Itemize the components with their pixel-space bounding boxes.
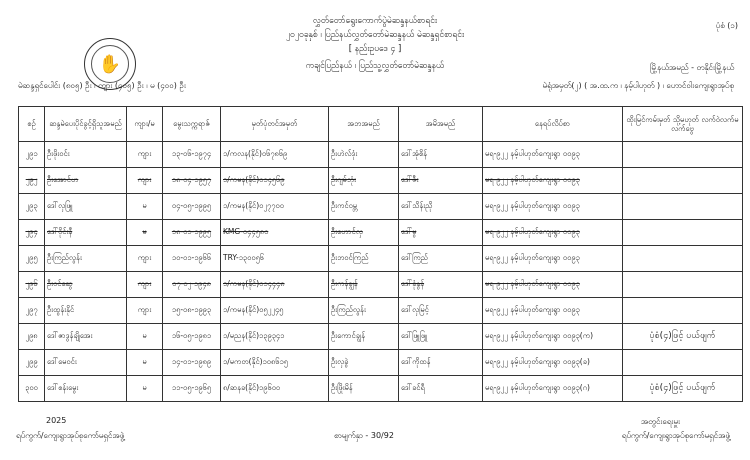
cell-dob: ၁၅-၀၈-၁၉၉၃ xyxy=(163,298,221,324)
cell-name: ဦးဝင်ဆွေ xyxy=(45,272,127,298)
cell-addr: မရ-၉၂၂ နမ့်ပါဟုတ်ကျေးရွာ ၀၀၉၃ xyxy=(483,194,623,220)
header-line-2: ၂၀၂၀ခုနှစ် ၊ ပြည်နယ်လွှတ်တော်မဲဆန္ဒနယ် မဲဆန္ဒရှင်စာရင်း xyxy=(285,30,465,40)
cell-nrc: ၈/ဆနခ(နိုင်)၁၉၆၀၀ xyxy=(221,376,329,402)
header-line-4: ကချင်ပြည်နယ် ၊ ပြည်သူ့လွှတ်တော်မဲဆန္ဒနယ် xyxy=(305,61,445,71)
cell-dob: ၀၇-၀၂-၁၉၄၈ xyxy=(163,272,221,298)
column-header: ကျား/မ xyxy=(127,107,163,142)
cell-name: ဒေါ်လှဖြူ xyxy=(45,194,127,220)
cell-name: ဒေါ်ဝိုင်းနီ xyxy=(45,220,127,246)
table-row xyxy=(19,298,743,324)
polling-station: မဲရုံအမှတ်(၂) ( အ.ထ.က ၊ နမ့်ပါဟုတ် ) ၊ ဟောင်ဝါးကျေးရွာအုပ်စု xyxy=(542,81,734,90)
cell-remark xyxy=(623,350,743,376)
table-row xyxy=(19,272,743,298)
cell-dob: ၁၁-၀၅-၁၉၆၅ xyxy=(163,376,221,402)
cell-dob: ၀၄-၀၅-၁၉၉၅ xyxy=(163,194,221,220)
column-header: မွေးသက္ကရာဇ် xyxy=(163,107,221,142)
township-name: မြို့နယ်အမည် - တနိုင်းမြို့နယ် xyxy=(649,63,734,72)
table-row xyxy=(19,246,743,272)
header-line-1: လွှတ်တော်ရွေးကောက်ပွဲမဲဆန္ဒနယ်စာရင်း xyxy=(312,16,438,26)
table-row xyxy=(19,220,743,246)
cell-remark xyxy=(623,246,743,272)
cell-no: ၂၉၅ xyxy=(19,246,45,272)
footer-secretary: အတွင်းရေးမှူး xyxy=(640,417,680,426)
cell-remark xyxy=(623,298,743,324)
cell-remark xyxy=(623,272,743,298)
table-row xyxy=(19,324,743,350)
cell-addr: မရ-၉၂၂ နမ့်ပါဟုတ်ကျေးရွာ ၀၀၉၃(ဂ) xyxy=(483,376,623,402)
cell-father: ဦးကောင်ချွန် xyxy=(329,324,399,350)
cell-mother: ဒေါ်သိန်းညို xyxy=(399,194,483,220)
column-header: ထိုးမြင်ကမ်းမှတ် သို့မဟုတ် လက်ဝဲလက်မ လက်ဗွေ xyxy=(623,107,743,142)
cell-name: ဦးကြည်လွန်း xyxy=(45,246,127,272)
cell-nrc: ၁/ကမန(နိုင်)၀၂၇၇၀၀ xyxy=(221,194,329,220)
cell-nrc: ၁/ကမန(နိုင်)၀၅၂၂၄၅ xyxy=(221,298,329,324)
table-body xyxy=(19,142,743,402)
cell-name: ဦးဖိုးဝင်း xyxy=(45,142,127,168)
cell-addr: မရ-၉၂၂ နမ့်ပါဟုတ်ကျေးရွာ ၀၀၉၃(က) xyxy=(483,324,623,350)
cell-dob: ၁၆-၀၅-၁၉၈၁ xyxy=(163,324,221,350)
cell-nrc: ၁/ကလန(နိုင်)၀၆၇၈၆၉ xyxy=(221,142,329,168)
cell-father: ဦးကန်ချွန် xyxy=(329,272,399,298)
cell-no: ၂၉၄ xyxy=(19,220,45,246)
cell-sex: မ xyxy=(127,220,163,246)
cell-father: ဦးဘ၀င်ကြည် xyxy=(329,246,399,272)
header-line-3: [ နည်းဥပဒေ ၄ ] xyxy=(348,44,402,54)
cell-no: ၂၉၁ xyxy=(19,142,45,168)
cell-dob: ၁၄-၀၁-၁၉၈၉ xyxy=(163,350,221,376)
cell-father: ဦးဖြိုးမိန် xyxy=(329,376,399,402)
cell-sex: မ xyxy=(127,194,163,220)
cell-mother: ဒေါ်လှမြင့် xyxy=(399,298,483,324)
cell-remark: ပုံစံ(၄)ဖြင့် ပယ်ဖျက် xyxy=(623,324,743,350)
cell-mother: ဒေါ်ဇီး xyxy=(399,168,483,194)
table-row xyxy=(19,142,743,168)
footer-left-signature: ရပ်ကွက်/ကျေးရွာအုပ်စုကော်မရှင်အဖွဲ့ xyxy=(16,431,125,440)
cell-remark xyxy=(623,194,743,220)
cell-addr: မရ-၉၂၂ နမ့်ပါဟုတ်ကျေးရွာ ၀၀၉၃ xyxy=(483,220,623,246)
cell-dob: ၁၈-၀၁-၁၉၉၅ xyxy=(163,220,221,246)
cell-sex: မ xyxy=(127,350,163,376)
cell-nrc: KMG-၀၄၄၅၈၀ xyxy=(221,220,329,246)
voter-counts: မဲဆန္ဒရှင်ပေါင်း (၈၀၅) ဦး ၊ ကျား (၄၀၅) ဦး ၊ မ (၄၀၀) ဦး xyxy=(18,81,186,90)
cell-mother: ဒေါ်ကြည် xyxy=(399,246,483,272)
cell-sex: မ xyxy=(127,324,163,350)
cell-addr: မရ-၉၂၂ နမ့်ပါဟုတ်ကျေးရွာ ၀၀၉၃(ခ) xyxy=(483,350,623,376)
cell-name: ဒေါ်ဇာဒွန်ချိုအေး xyxy=(45,324,127,350)
table-row xyxy=(19,376,743,402)
cell-dob: ၁၃-၀၆-၁၉၇၄ xyxy=(163,142,221,168)
cell-sex: ကျား xyxy=(127,142,163,168)
seal-emblem-icon: ✋ xyxy=(98,53,122,75)
voter-list-table xyxy=(18,106,743,402)
cell-sex: မ xyxy=(127,376,163,402)
cell-father: ဦးကင်ဝမ္ဘ xyxy=(329,194,399,220)
cell-remark: ပုံစံ(၄)ဖြင့် ပယ်ဖျက် xyxy=(623,376,743,402)
cell-father: ဦးလှခွဲ xyxy=(329,350,399,376)
cell-nrc: ၁/မကတ(နိုင်)၁၀၈၆၁၅ xyxy=(221,350,329,376)
cell-name: ဦးအောင်ဟ xyxy=(45,168,127,194)
column-header: နေရပ်လိပ်စာ xyxy=(483,107,623,142)
column-header: စဉ် xyxy=(19,107,45,142)
cell-no: ၂၉၇ xyxy=(19,298,45,324)
cell-no: ၂၉၃ xyxy=(19,194,45,220)
cell-addr: မရ-၉၂၂ နမ့်ပါဟုတ်ကျေးရွာ ၀၀၉၃ xyxy=(483,168,623,194)
cell-mother: ဒေါ်ခင်ရီ xyxy=(399,376,483,402)
column-header: အဘအမည် xyxy=(329,107,399,142)
cell-mother: ဒေါ်ဖြူဖြူ xyxy=(399,324,483,350)
table-row xyxy=(19,168,743,194)
cell-father: ဦးကြည်လွန်း xyxy=(329,298,399,324)
cell-no: ၂၉၂ xyxy=(19,168,45,194)
cell-name: ဒေါ်မေဝင်း xyxy=(45,350,127,376)
cell-name: ဒေါ်စန်းမွေး xyxy=(45,376,127,402)
cell-mother: ဒေါ်မွ xyxy=(399,220,483,246)
cell-mother: ဒေါ်ခုံနွန် xyxy=(399,272,483,298)
footer-right-signature: ရပ်ကွက်/ကျေးရွာအုပ်စုကော်မရှင်အဖွဲ့ xyxy=(621,431,730,440)
footer-page-count: စာမျက်နှာ - 30/92 xyxy=(334,431,394,440)
cell-nrc: TRY-၁၃၀၀၅၆ xyxy=(221,246,329,272)
cell-name: ဦးထွန်းနိုင် xyxy=(45,298,127,324)
cell-father: ဦးဟဲလ်ဒုံး xyxy=(329,142,399,168)
cell-sex: ကျား xyxy=(127,298,163,324)
cell-addr: မရ-၉၂၂ နမ့်ပါဟုတ်ကျေးရွာ ၀၀၉၃ xyxy=(483,272,623,298)
cell-sex: ကျား xyxy=(127,246,163,272)
page-number: ပုံစံ (၁) xyxy=(715,21,738,30)
column-header: အမိအမည် xyxy=(399,107,483,142)
cell-no: ၃၀၀ xyxy=(19,376,45,402)
cell-addr: မရ-၉၂၂ နမ့်ပါဟုတ်ကျေးရွာ ၀၀၉၃ xyxy=(483,246,623,272)
cell-no: ၂၉၆ xyxy=(19,272,45,298)
cell-mother: ဒေါ်အုံစိန် xyxy=(399,142,483,168)
cell-remark xyxy=(623,142,743,168)
cell-dob: ၁၀-၀၁-၁၉၆၆ xyxy=(163,246,221,272)
column-header: ဆန္ဒမဲပေးပိုင်ခွင့်ရှိသူအမည် xyxy=(45,107,127,142)
cell-addr: မရ-၉၂၂ နမ့်ပါဟုတ်ကျေးရွာ ၀၀၉၃ xyxy=(483,298,623,324)
table-row xyxy=(19,194,743,220)
cell-sex: ကျား xyxy=(127,168,163,194)
cell-mother: ဒေါ်ကိုထန် xyxy=(399,350,483,376)
table-row xyxy=(19,350,743,376)
table-header-row xyxy=(19,107,743,142)
cell-dob: ၁၈-၀၄-၁၉၅၇ xyxy=(163,168,221,194)
cell-father: ဦးဟောင်လှ xyxy=(329,220,399,246)
cell-sex: ကျား xyxy=(127,272,163,298)
cell-no: ၂၉၈ xyxy=(19,324,45,350)
cell-father: ဦးဂျမ်ဘုံး xyxy=(329,168,399,194)
cell-remark xyxy=(623,220,743,246)
column-header: မှတ်ပုံတင်အမှတ် xyxy=(221,107,329,142)
cell-nrc: ၁/မညန(နိုင်)၁၃၉၃၄၁ xyxy=(221,324,329,350)
footer-year: 2025 xyxy=(46,416,67,425)
cell-addr: မရ-၉၂၂ နမ့်ပါဟုတ်ကျေးရွာ ၀၀၉၃ xyxy=(483,142,623,168)
cell-no: ၂၉၉ xyxy=(19,350,45,376)
cell-nrc: ၁/ကမန(နိုင်)၀၁၄၄၄၈ xyxy=(221,272,329,298)
cell-remark xyxy=(623,168,743,194)
cell-nrc: ၁/ကမန(နိုင်)၀၁၄၅၆၉ xyxy=(221,168,329,194)
